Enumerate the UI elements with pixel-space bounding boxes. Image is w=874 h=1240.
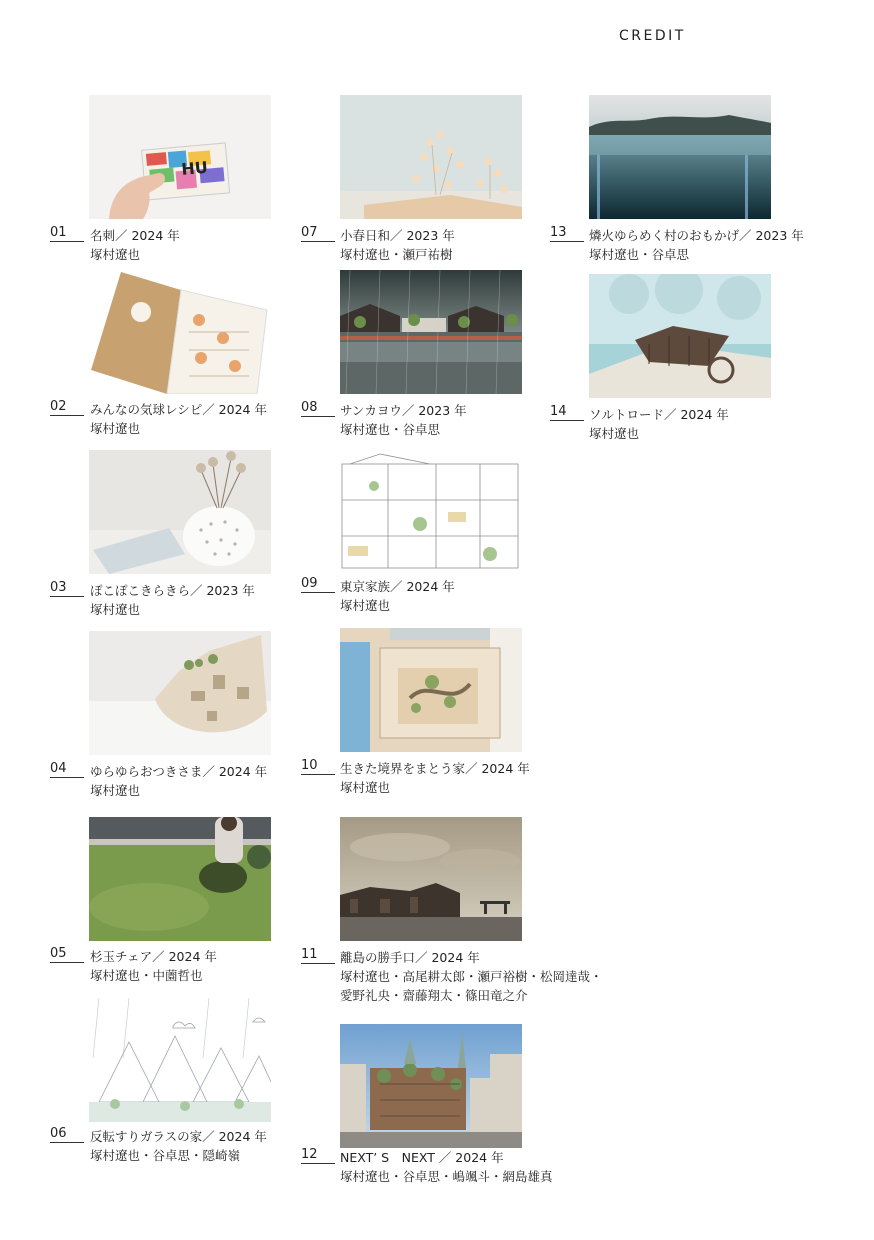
business-card-photo bbox=[89, 95, 271, 219]
flower-model-photo bbox=[340, 95, 522, 219]
credit-number: 10 bbox=[301, 759, 335, 775]
salt-road-render bbox=[589, 274, 771, 398]
credit-title: 名刺／ 2024 年 bbox=[90, 228, 180, 243]
credit-title: 生きた境界をまとう家／ 2024 年 bbox=[340, 761, 530, 776]
credit-number: 01 bbox=[50, 226, 84, 242]
credit-title: みんなの気球レシピ／ 2024 年 bbox=[90, 402, 267, 417]
credit-title: 小春日和／ 2023 年 bbox=[340, 228, 455, 243]
section-drawing bbox=[340, 450, 522, 574]
credit-number: 12 bbox=[301, 1148, 335, 1164]
credit-authors: 塚村遼也・高尾耕太郎・瀬戸裕樹・松岡達哉・ bbox=[340, 969, 603, 984]
credit-title: NEXT’ S NEXT ／ 2024 年 bbox=[340, 1150, 504, 1165]
credit-title: 反転すりガラスの家／ 2024 年 bbox=[90, 1129, 267, 1144]
credit-number: 13 bbox=[550, 226, 584, 242]
sugidama-chair-photo bbox=[89, 817, 271, 941]
credit-authors: 塚村遼也 bbox=[90, 247, 141, 262]
island-render bbox=[340, 817, 522, 941]
credit-title: ソルトロード／ 2024 年 bbox=[589, 407, 729, 422]
credit-authors: 塚村遼也 bbox=[340, 598, 391, 613]
credit-number: 09 bbox=[301, 577, 335, 593]
moon-model-photo bbox=[89, 631, 271, 755]
credit-number: 08 bbox=[301, 401, 335, 417]
credit-number: 11 bbox=[301, 948, 335, 964]
credit-number: 04 bbox=[50, 762, 84, 778]
credit-title: サンカヨウ／ 2023 年 bbox=[340, 403, 467, 418]
city-render bbox=[340, 1024, 522, 1148]
credit-authors: 塚村遼也・谷卓思 bbox=[340, 422, 441, 437]
credit-number: 03 bbox=[50, 581, 84, 597]
credit-authors: 塚村遼也・瀬戸祐樹 bbox=[340, 247, 453, 262]
credit-number: 02 bbox=[50, 400, 84, 416]
credit-authors: 塚村遼也・谷卓思・嶋颯斗・網島雄真 bbox=[340, 1169, 553, 1184]
credit-authors: 塚村遼也 bbox=[90, 783, 141, 798]
credit-number: 07 bbox=[301, 226, 335, 242]
credit-title: 杉玉チェア／ 2024 年 bbox=[90, 949, 217, 964]
page-title: CREDIT bbox=[619, 28, 686, 44]
credit-authors: 愛野礼央・齋藤翔太・篠田竜之介 bbox=[340, 988, 528, 1003]
svg-text:HU: HU bbox=[180, 157, 209, 179]
perforated-vase-photo bbox=[89, 450, 271, 574]
credit-authors: 塚村遼也 bbox=[90, 421, 141, 436]
credit-authors: 塚村遼也・谷卓思・隠崎嶺 bbox=[90, 1148, 241, 1163]
credit-authors: 塚村遼也 bbox=[340, 780, 391, 795]
rain-render bbox=[340, 270, 522, 394]
credit-title: ぽこぽこきらきら／ 2023 年 bbox=[90, 583, 255, 598]
credit-title: 東京家族／ 2024 年 bbox=[340, 579, 455, 594]
credit-authors: 塚村遼也・中薗哲也 bbox=[90, 968, 203, 983]
credit-number: 14 bbox=[550, 405, 584, 421]
recipe-brochure-photo bbox=[89, 270, 271, 394]
credit-title: 燐火ゆらめく村のおもかげ／ 2023 年 bbox=[589, 228, 804, 243]
credit-authors: 塚村遼也・谷卓思 bbox=[589, 247, 690, 262]
credit-authors: 塚村遼也 bbox=[90, 602, 141, 617]
credit-title: 離島の勝手口／ 2024 年 bbox=[340, 950, 480, 965]
credit-authors: 塚村遼也 bbox=[589, 426, 640, 441]
glass-house-drawing bbox=[89, 998, 271, 1122]
credit-title: ゆらゆらおつきさま／ 2024 年 bbox=[90, 764, 268, 779]
credit-number: 05 bbox=[50, 947, 84, 963]
plan-model-photo bbox=[340, 628, 522, 752]
lake-render bbox=[589, 95, 771, 219]
credit-number: 06 bbox=[50, 1127, 84, 1143]
